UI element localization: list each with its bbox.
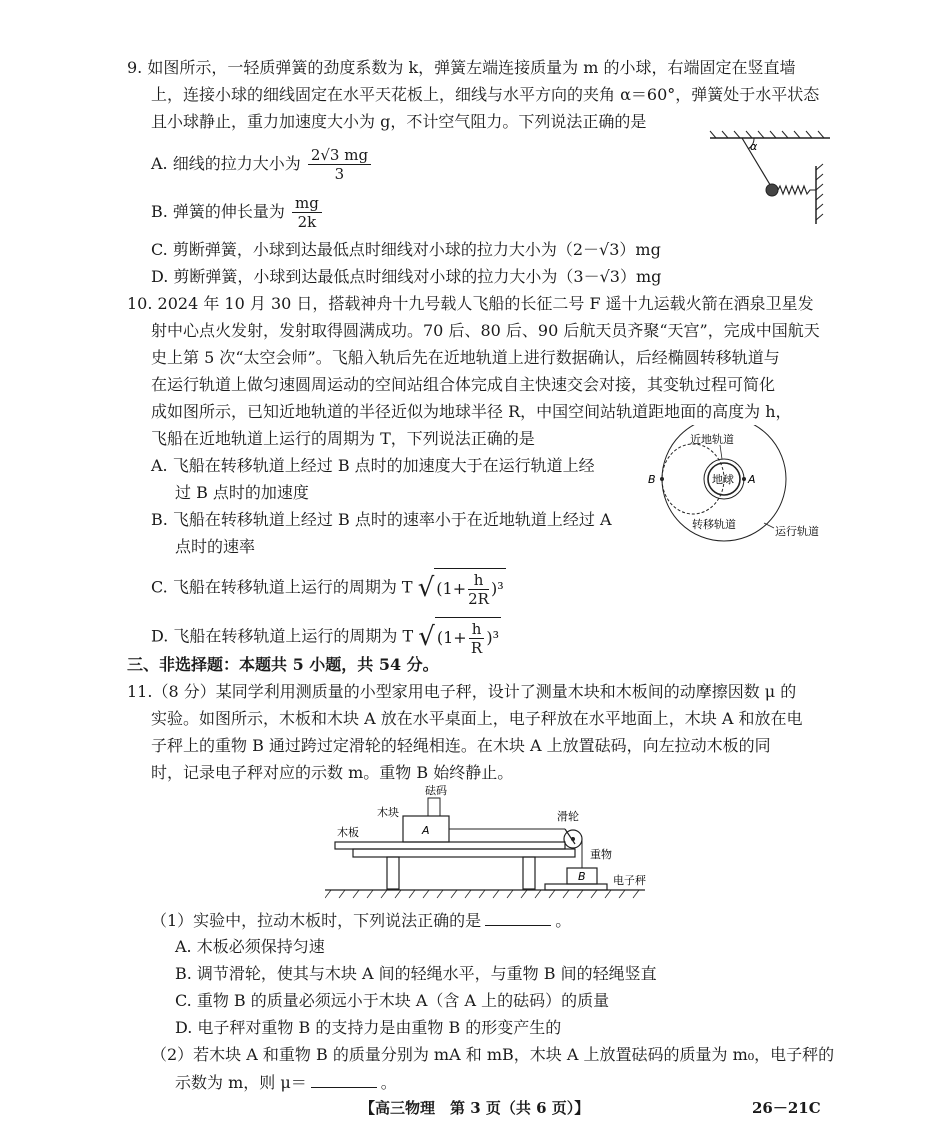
table-top: [353, 849, 575, 857]
scale-label: 电子秤: [613, 874, 646, 887]
weights: [428, 798, 440, 816]
q10-orbit-figure: [640, 425, 840, 555]
block-label: 木块: [377, 806, 399, 819]
earth-label: 地球: [712, 473, 734, 486]
q10-stem-line-6: 飞船在近地轨道上运行的周期为 T，下列说法正确的是: [151, 429, 535, 448]
q9-option-d: D. 剪断弹簧，小球到达最低点时细线对小球的拉力大小为（3－√3）mg: [151, 267, 662, 286]
q11-stem-line-2: 实验。如图所示，木板和木块 A 放在水平桌面上，电子秤放在水平地面上，木块 A 和放在电: [151, 709, 803, 728]
angle-alpha-label: α: [750, 140, 758, 153]
pulley-label: 滑轮: [557, 810, 579, 823]
q9-option-a-fraction: $\frac{2√3 mg}{3}$: [308, 146, 371, 183]
run-orbit-label: 运行轨道: [775, 525, 819, 538]
q11-sub1-answer-blank[interactable]: [485, 909, 551, 926]
q9-stem-line-2: 上，连接小球的细线固定在水平天花板上，细线与水平方向的夹角 α＝60°，弹簧处于水平状态: [151, 85, 820, 104]
near-orbit-label: 近地轨道: [690, 433, 734, 446]
q10-option-d: D. 飞船在转移轨道上运行的周期为 T √ (1+ $\frac{h}{R}$ )³: [151, 617, 501, 657]
q11-sub1-prompt: （1）实验中，拉动木板时，下列说法正确的是 。: [151, 911, 572, 930]
section-3-heading: 三、非选择题：本题共 5 小题，共 54 分。: [127, 655, 439, 674]
q10-stem-line-1: 10. 2024 年 10 月 30 日，搭载神舟十九号载人飞船的长征二号 F 遥十九运载火箭在酒泉卫星发: [127, 294, 814, 313]
q9-option-b-fraction: $\frac{mg}{2k}$: [292, 194, 322, 231]
q10-option-a-line-2: 过 B 点时的加速度: [175, 483, 309, 502]
q9-option-b: B. 弹簧的伸长量为 $\frac{mg}{2k}$: [151, 194, 324, 231]
point-b-label: B: [648, 473, 656, 486]
q10-option-c: C. 飞船在转移轨道上运行的周期为 T √ (1+ $\frac{h}{2R}$ )³: [151, 568, 506, 608]
q10-option-b-line-2: 点时的速率: [175, 537, 256, 556]
q11-sub2-answer-blank[interactable]: [311, 1071, 377, 1088]
spring: [778, 186, 816, 194]
q10-option-a-line-1: A. 飞船在转移轨道上经过 B 点时的加速度大于在运行轨道上经: [151, 456, 595, 475]
transfer-orbit-label: 转移轨道: [692, 518, 736, 531]
weight-b-label: B: [578, 870, 586, 883]
q10-stem-line-3: 史上第 5 次“太空会师”。飞船入轨后先在近地轨道上进行数据确认，后经椭圆转移轨道与: [151, 348, 780, 367]
electronic-scale: [545, 884, 607, 890]
q10-stem-line-2: 射中心点火发射，发射取得圆满成功。70 后、80 后、90 后航天员齐聚“天宫”，完成中国航天: [151, 321, 820, 340]
q10-stem-line-5: 成如图所示，已知近地轨道的半径近似为地球半径 R，中国空间站轨道距地面的高度为 h，: [151, 402, 792, 421]
q11-stem-line-3: 子秤上的重物 B 通过跨过定滑轮的轻绳相连。在木块 A 上放置砝码，向左拉动木板的同: [151, 736, 771, 755]
board: [335, 842, 565, 849]
block-a-label: A: [422, 824, 430, 837]
q11-sub1-option-a: A. 木板必须保持匀速: [175, 937, 325, 956]
heavy-label: 重物: [590, 848, 612, 861]
q11-sub1-option-b: B. 调节滑轮，使其与木块 A 间的轻绳水平，与重物 B 间的轻绳竖直: [175, 964, 657, 983]
board-label: 木板: [337, 826, 359, 839]
q11-sub1-option-c: C. 重物 B 的质量必须远小于木块 A（含 A 上的砝码）的质量: [175, 991, 610, 1010]
q9-option-c: C. 剪断弹簧，小球到达最低点时细线对小球的拉力大小为（2－√3）mg: [151, 240, 661, 259]
q9-stem-line-1: 9. 如图所示，一轻质弹簧的劲度系数为 k，弹簧左端连接质量为 m 的小球，右端固定在竖直墙: [127, 58, 796, 77]
q9-option-a: A. 细线的拉力大小为 $\frac{2√3 mg}{3}$: [151, 146, 373, 183]
q9-stem-line-3: 且小球静止，重力加速度大小为 g，不计空气阻力。下列说法正确的是: [151, 112, 647, 131]
q11-sub1-option-d: D. 电子秤对重物 B 的支持力是由重物 B 的形变产生的: [175, 1018, 562, 1037]
table-leg-left: [387, 857, 399, 889]
weights-label: 砝码: [425, 784, 447, 797]
q11-stem-line-1: 11.（8 分）某同学利用测质量的小型家用电子秤，设计了测量木块和木板间的动摩擦因数 μ 的: [127, 682, 797, 701]
q11-experiment-figure: [325, 782, 665, 900]
q11-sub2-line-2: 示数为 m，则 μ＝ 。: [175, 1073, 397, 1092]
ball: [766, 184, 778, 196]
q10-option-b-line-1: B. 飞船在转移轨道上经过 B 点时的速率小于在近地轨道上经过 A: [151, 510, 612, 529]
footer-page-info: 【高三物理 第 3 页（共 6 页）】: [360, 1099, 590, 1117]
footer-paper-code: 26－21C: [752, 1099, 821, 1117]
q9-spring-ball-figure: [700, 128, 840, 228]
q11-sub2-line-1: （2）若木块 A 和重物 B 的质量分别为 mA 和 mB，木块 A 上放置砝码的质量为 m₀，电子秤的: [151, 1045, 835, 1064]
table-leg-right: [523, 857, 535, 889]
point-a-label: A: [748, 473, 756, 486]
q10-stem-line-4: 在运行轨道上做匀速圆周运动的空间站组合体完成自主快速交会对接，其变轨过程可简化: [151, 375, 776, 394]
q11-stem-line-4: 时，记录电子秤对应的示数 m。重物 B 始终静止。: [151, 763, 514, 782]
